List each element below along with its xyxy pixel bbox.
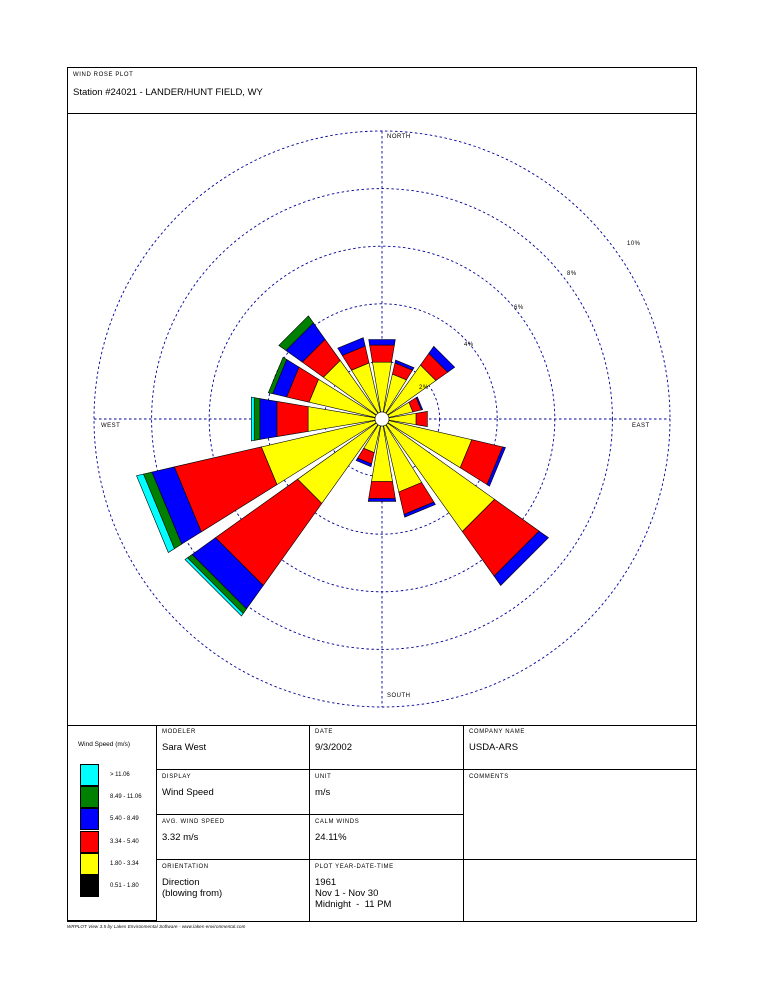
unit-cell — [310, 770, 464, 815]
display-cell — [157, 770, 310, 815]
period-value: 1961 Nov 1 - Nov 30 Midnight - 11 PM — [315, 877, 392, 910]
compass-north-label: NORTH — [387, 134, 411, 140]
comments-label: COMMENTS — [469, 774, 509, 780]
software-footer: WRPLOT View 3.5 by Lakes Environmental Software - www.lakes-environmental.com — [67, 924, 246, 929]
ring-label-4: 4% — [464, 342, 474, 348]
calm-cell — [310, 815, 464, 860]
calm-label: CALM WINDS — [315, 819, 360, 825]
petal-w-bin-4 — [254, 398, 260, 441]
display-value: Wind Speed — [162, 787, 214, 798]
petal-e-bin-2 — [416, 411, 427, 426]
report-header — [68, 68, 696, 114]
legend-label-gt-11: > 11.06 — [110, 772, 130, 778]
blank-cell — [464, 860, 696, 921]
legend-label-0-1: 0.51 - 1.80 — [110, 883, 139, 889]
ring-label-2: 2% — [419, 385, 429, 391]
info-panel — [68, 725, 696, 921]
petal-s-bin-2 — [369, 482, 396, 499]
date-value: 9/3/2002 — [315, 742, 352, 753]
modeler-label: MODELER — [162, 729, 196, 735]
company-label: COMPANY NAME — [469, 729, 525, 735]
ring-label-10: 10% — [627, 241, 641, 247]
display-label: DISPLAY — [162, 774, 192, 780]
ring-label-6: 6% — [514, 305, 524, 311]
legend-swatch-0-1 — [80, 875, 99, 897]
unit-label: UNIT — [315, 774, 332, 780]
legend-cell — [68, 725, 157, 921]
wind-rose-report — [67, 67, 697, 922]
legend-swatch-gt-11 — [80, 764, 99, 786]
orientation-label: ORIENTATION — [162, 864, 209, 870]
calm-value: 24.11% — [315, 832, 347, 843]
station-title: Station #24021 - LANDER/HUNT FIELD, WY — [73, 87, 263, 98]
petal-w-bin-2 — [277, 401, 308, 436]
modeler-cell — [157, 725, 310, 770]
compass-east-label: EAST — [632, 423, 650, 429]
avg-speed-value: 3.32 m/s — [162, 832, 199, 843]
petal-w-bin-5 — [251, 397, 254, 441]
orientation-value: Direction (blowing from) — [162, 877, 223, 899]
compass-south-label: SOUTH — [387, 693, 411, 699]
legend-label-1-3: 1.80 - 3.34 — [110, 861, 139, 867]
period-cell — [310, 860, 464, 921]
date-cell — [310, 725, 464, 770]
legend-label-8-11: 8.49 - 11.06 — [110, 794, 142, 800]
unit-value: m/s — [315, 787, 331, 798]
company-cell — [464, 725, 696, 770]
company-value: USDA-ARS — [469, 742, 519, 753]
petal-w-bin-3 — [260, 399, 277, 440]
comments-cell — [464, 770, 696, 860]
compass-west-label: WEST — [101, 423, 121, 429]
legend-swatch-1-3 — [80, 853, 99, 875]
legend-label-5-8: 5.40 - 8.49 — [110, 816, 139, 822]
date-label: DATE — [315, 729, 333, 735]
petal-n-bin-3 — [369, 340, 396, 346]
modeler-value: Sara West — [162, 742, 207, 753]
petal-n-bin-2 — [370, 345, 395, 362]
legend-swatch-8-11 — [80, 786, 99, 808]
legend-title: Wind Speed (m/s) — [78, 741, 131, 748]
wind-rose-svg — [68, 113, 696, 725]
calm-center — [375, 412, 389, 426]
legend-swatch-3-5 — [80, 831, 99, 853]
legend-swatch-5-8 — [80, 808, 99, 830]
avg-speed-label: AVG. WIND SPEED — [162, 819, 225, 825]
plot-type-label: WIND ROSE PLOT — [73, 72, 134, 78]
period-label: PLOT YEAR-DATE-TIME — [315, 864, 394, 870]
orientation-cell — [157, 860, 310, 921]
legend-label-3-5: 3.34 - 5.40 — [110, 839, 139, 845]
wind-rose-plot — [68, 113, 696, 726]
avg-speed-cell — [157, 815, 310, 860]
petal-s-bin-3 — [368, 499, 396, 502]
ring-label-8: 8% — [567, 271, 577, 277]
